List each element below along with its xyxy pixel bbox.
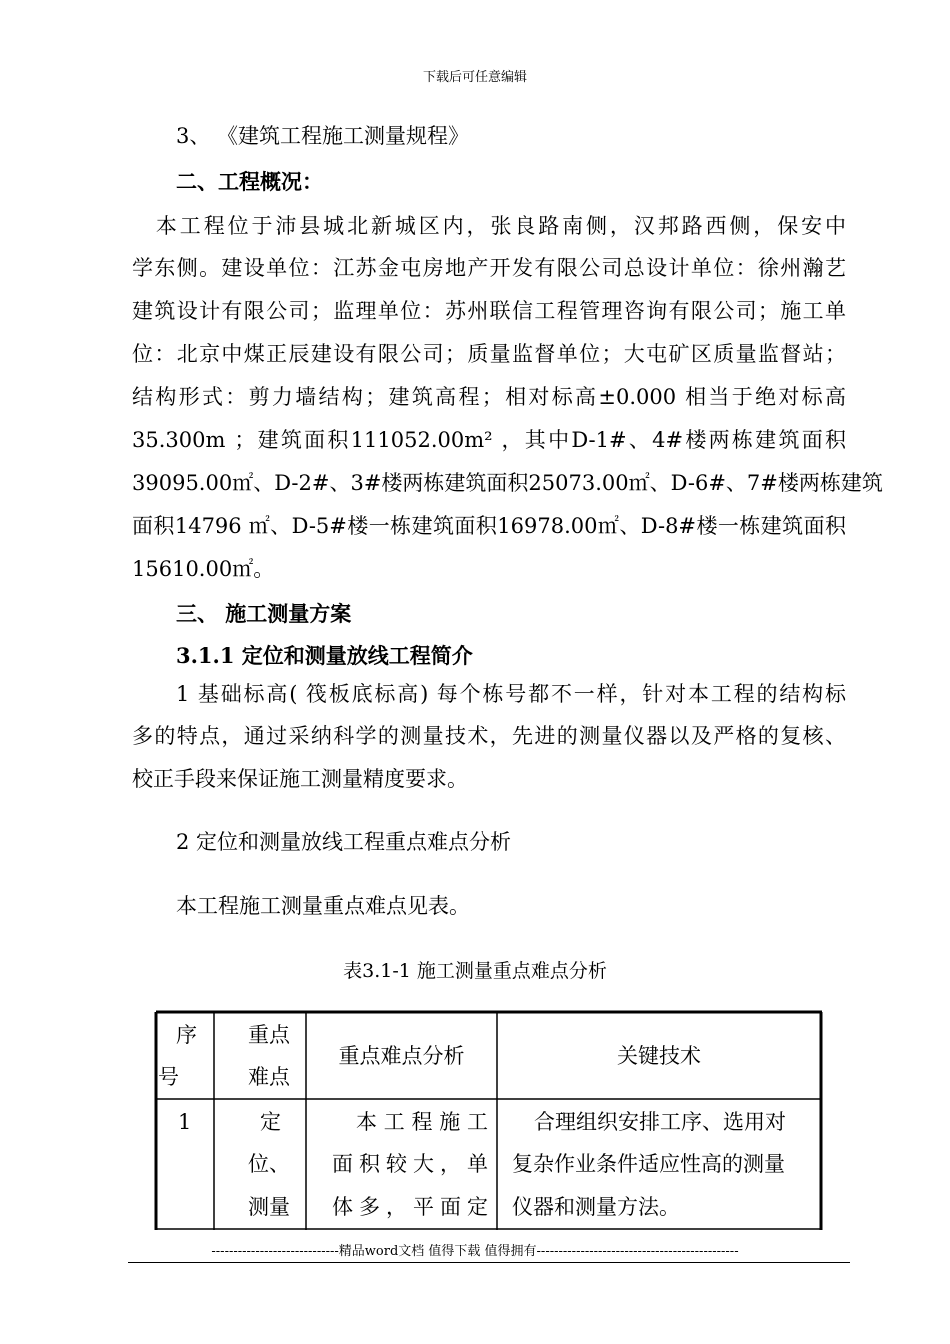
header-tech: 关键技术 — [617, 1044, 701, 1068]
header-no-line1: 序 — [176, 1023, 197, 1047]
footer-rule — [128, 1262, 850, 1263]
row1-tech-line: 复杂作业条件适应性高的测量 — [512, 1152, 785, 1176]
overview-line: 学东侧。建设单位：江苏金屯房地产开发有限公司总设计单位：徐州瀚艺 — [132, 256, 846, 280]
row1-key-line: 位、 — [248, 1152, 290, 1176]
overview-line: 位：北京中煤正辰建设有限公司；质量监督单位；大屯矿区质量监督站； — [132, 342, 846, 366]
header-key-line2: 难点 — [248, 1065, 290, 1089]
overview-line: 15610.00㎡。 — [132, 557, 275, 581]
point-2-heading: 2 定位和测量放线工程重点难点分析 — [176, 830, 512, 854]
table-caption: 表3.1-1 施工测量重点难点分析 — [343, 960, 607, 982]
row1-tech-line: 仪器和测量方法。 — [512, 1195, 680, 1219]
row1-analysis-line: 体多，平面定 — [332, 1195, 488, 1219]
header-analysis: 重点难点分析 — [338, 1044, 465, 1068]
overview-line: 35.300m ；建筑面积111052.00m² ，其中D-1#、4#楼两栋建筑面积 — [132, 428, 846, 452]
see-table-text: 本工程施工测量重点难点见表。 — [176, 894, 470, 918]
row1-tech-line: 合理组织安排工序、选用对 — [534, 1110, 786, 1134]
header-no-line2: 号 — [158, 1065, 179, 1089]
row1-analysis-line: 本工程施工 — [356, 1110, 488, 1134]
header-key-line1: 重点 — [248, 1023, 290, 1047]
page-footer: -----------------------------精品word文档 值得下载 值得拥有---------------------------------------------- — [211, 1244, 739, 1259]
overview-line: 面积14796 ㎡、D-5#楼一栋建筑面积16978.00㎡、D-8#楼一栋建筑面积 — [132, 514, 846, 538]
row1-key-line: 定 — [260, 1110, 281, 1134]
row1-no: 1 — [178, 1110, 192, 1134]
page-header-note: 下载后可任意编辑 — [422, 70, 527, 85]
reference-item-3: 3、 《建筑工程施工测量规程》 — [176, 124, 470, 148]
row1-analysis-line: 面积较大，单 — [332, 1152, 488, 1176]
intro-line: 校正手段来保证施工测量精度要求。 — [132, 767, 468, 791]
intro-line: 1 基础标高( 筏板底标高) 每个栋号都不一样，针对本工程的结构标 — [176, 682, 846, 706]
subsection-3-1-1-title: 3.1.1 定位和测量放线工程简介 — [176, 643, 473, 668]
overview-line: 建筑设计有限公司；监理单位：苏州联信工程管理咨询有限公司；施工单 — [132, 299, 846, 323]
overview-line: 结构形式：剪力墙结构；建筑高程；相对标高±0.000 相当于绝对标高 — [132, 385, 846, 409]
overview-line: 39095.00㎡、D-2#、3#楼两栋建筑面积25073.00㎡、D-6#、7#楼两栋建筑 — [132, 471, 883, 495]
intro-line: 多的特点，通过采纳科学的测量技术，先进的测量仪器以及严格的复核、 — [132, 724, 846, 748]
overview-line: 本工程位于沛县城北新城区内，张良路南侧，汉邦路西侧，保安中 — [132, 214, 846, 238]
section-3-title: 三、 施工测量方案 — [176, 601, 352, 626]
section-2-title: 二、工程概况： — [176, 169, 323, 194]
row1-key-line: 测量 — [248, 1195, 290, 1219]
